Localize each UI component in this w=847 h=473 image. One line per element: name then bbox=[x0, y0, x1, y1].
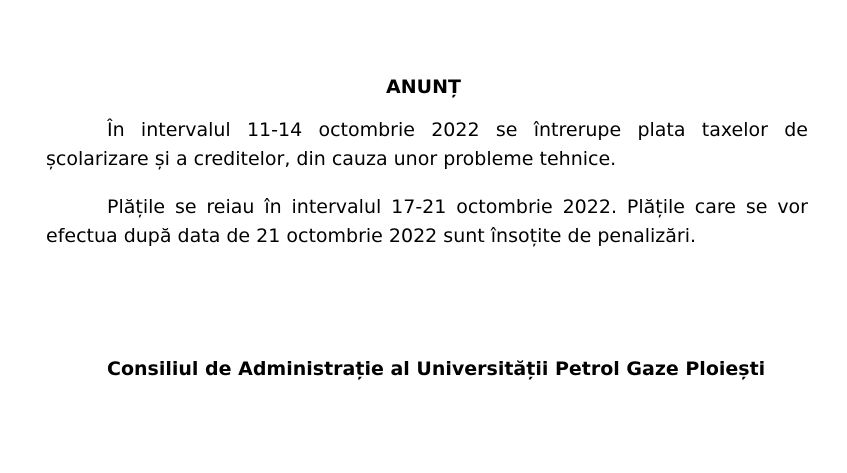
document-title: ANUNȚ bbox=[386, 76, 461, 98]
paragraph-payment-interruption: În intervalul 11-14 octombrie 2022 se întrerupe plata taxelor de școlarizare și a creditelor, din cauza unor probleme tehnice. bbox=[46, 119, 808, 170]
signature: Consiliul de Administrație al Universității Petrol Gaze Ploiești bbox=[107, 358, 766, 380]
paragraph-payment-resumption: Plățile se reiau în intervalul 17-21 octombrie 2022. Plățile care se vor efectua după data de 21 octombrie 2022 sunt însoțite de penalizări. bbox=[46, 196, 808, 247]
